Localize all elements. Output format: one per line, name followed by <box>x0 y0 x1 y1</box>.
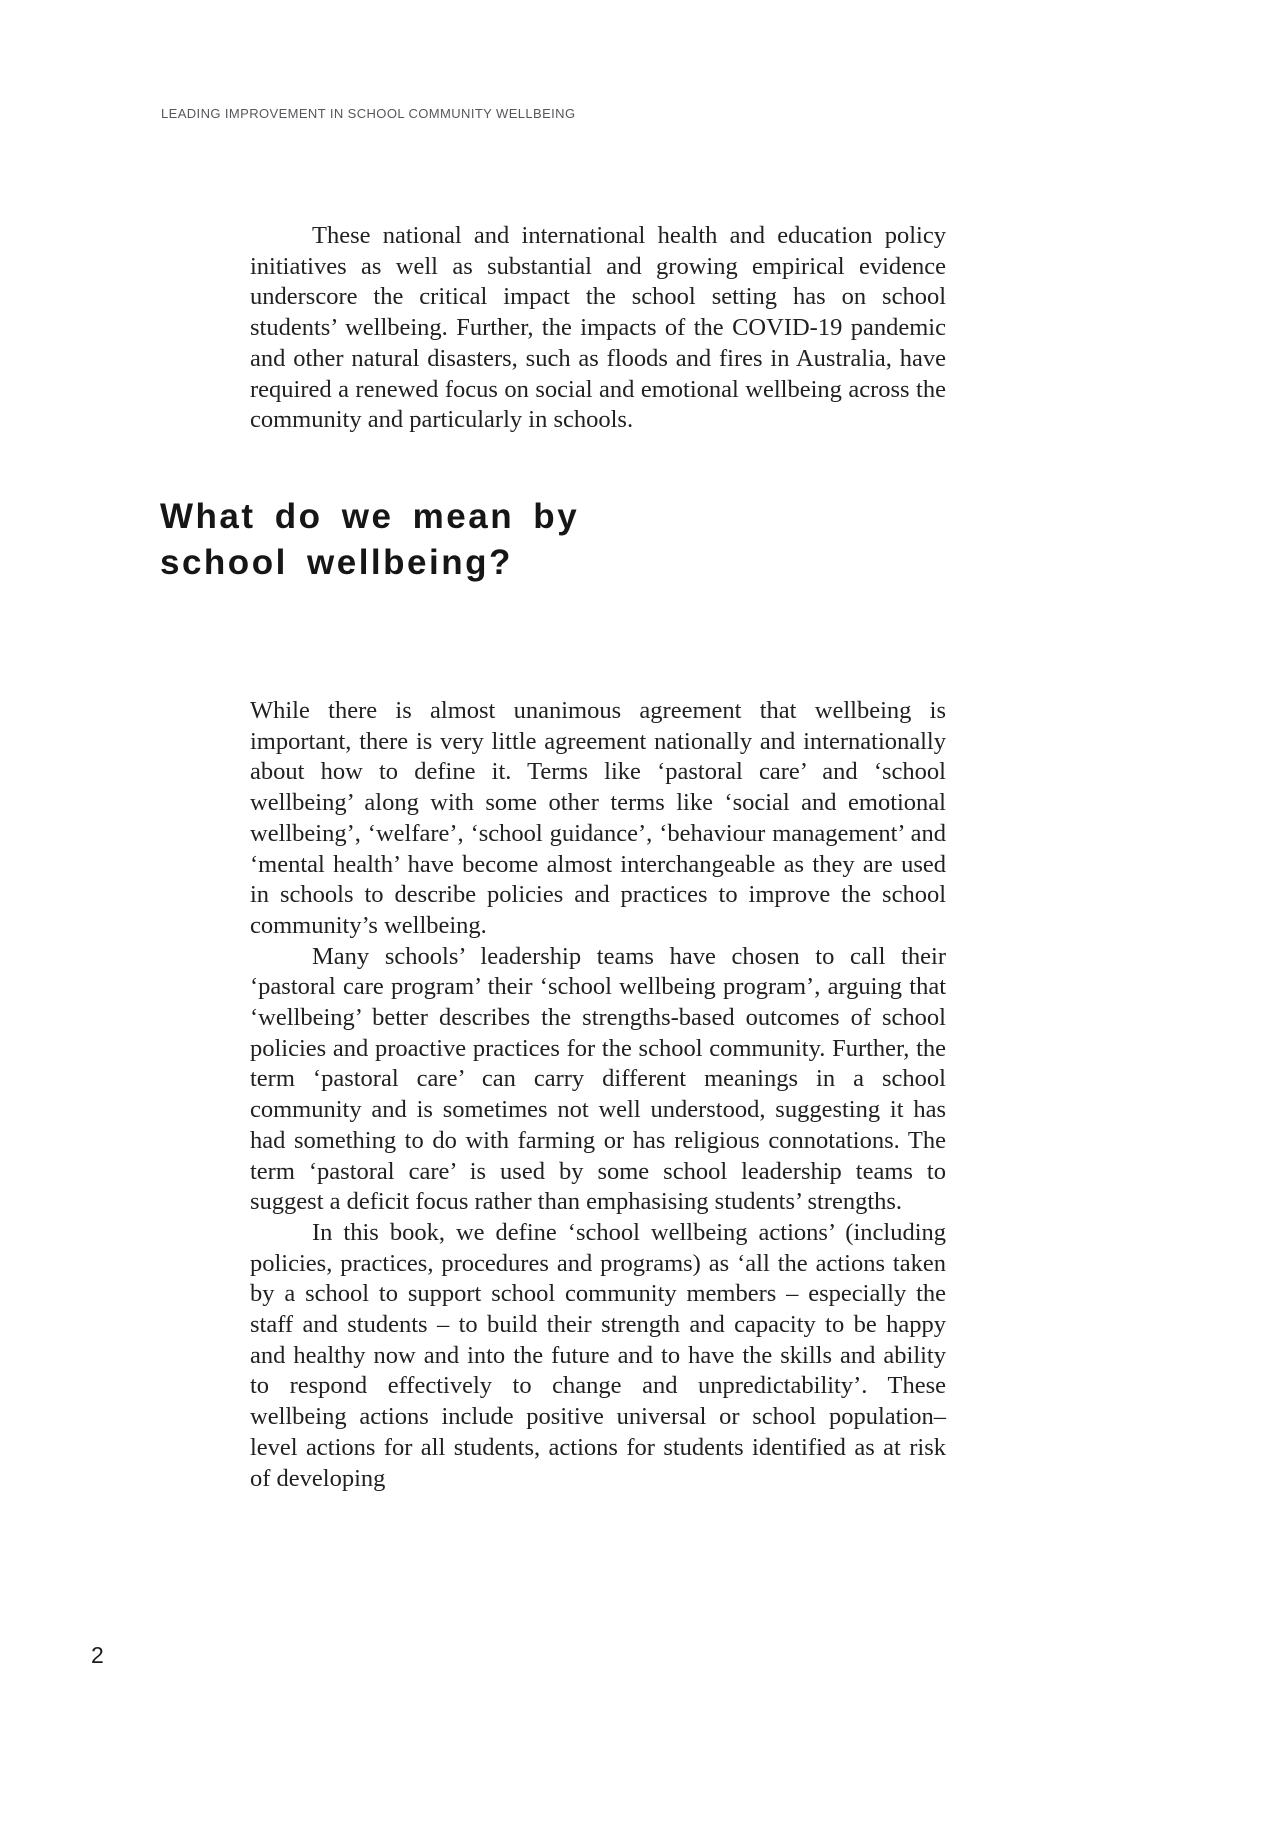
intro-paragraph: These national and international health and education policy initiatives as well as substantial and growing empirical evidence underscore the critical impact the school setting has on school students’ wellbeing. Further, the impacts of the COVID-19 pandemic and other natural disasters, such as floods and fires in Australia, have required a renewed focus on social and emotional wellbeing across the community and particularly in schools. <box>250 222 946 434</box>
section-heading-line-2: school wellbeing? <box>160 543 513 582</box>
page-number: 2 <box>91 1642 104 1668</box>
section-heading <box>160 494 579 586</box>
paragraph: In this book, we define ‘school wellbeing actions’ (including policies, practices, procedures and programs) as ‘all the actions taken by a school to support school community members – especially the staff and students – to build their strength and capacity to be happy and healthy now and into the future and to have the skills and ability to respond effectively to change and unpredictability’. These wellbeing actions include positive universal or school population–level actions for all students, actions for students identified as at risk of developing <box>250 1218 946 1492</box>
section-body <box>250 696 946 1494</box>
section-heading-line-1: What do we mean by <box>160 497 580 536</box>
paragraph: While there is almost unanimous agreement that wellbeing is important, there is very little agreement nationally and internationally about how to define it. Terms like ‘pastoral care’ and ‘school wellbeing’ along with some other terms like ‘social and emotional wellbeing’, ‘welfare’, ‘school guidance’, ‘behaviour management’ and ‘mental health’ have become almost interchangeable as they are used in schools to describe policies and practices to improve the school community’s wellbeing. <box>250 697 946 939</box>
paragraph: Many schools’ leadership teams have chosen to call their ‘pastoral care program’ their ‘school wellbeing program’, arguing that ‘wellbeing’ better describes the strengths-based outcomes of school policies and proactive practices for the school community. Further, the term ‘pastoral care’ can carry different meanings in a school community and is sometimes not well understood, suggesting it has had something to do with farming or has religious connotations. The term ‘pastoral care’ is used by some school leadership teams to suggest a deficit focus rather than emphasising students’ strengths. <box>250 942 946 1216</box>
running-head: LEADING IMPROVEMENT IN SCHOOL COMMUNITY WELLBEING <box>161 106 576 121</box>
